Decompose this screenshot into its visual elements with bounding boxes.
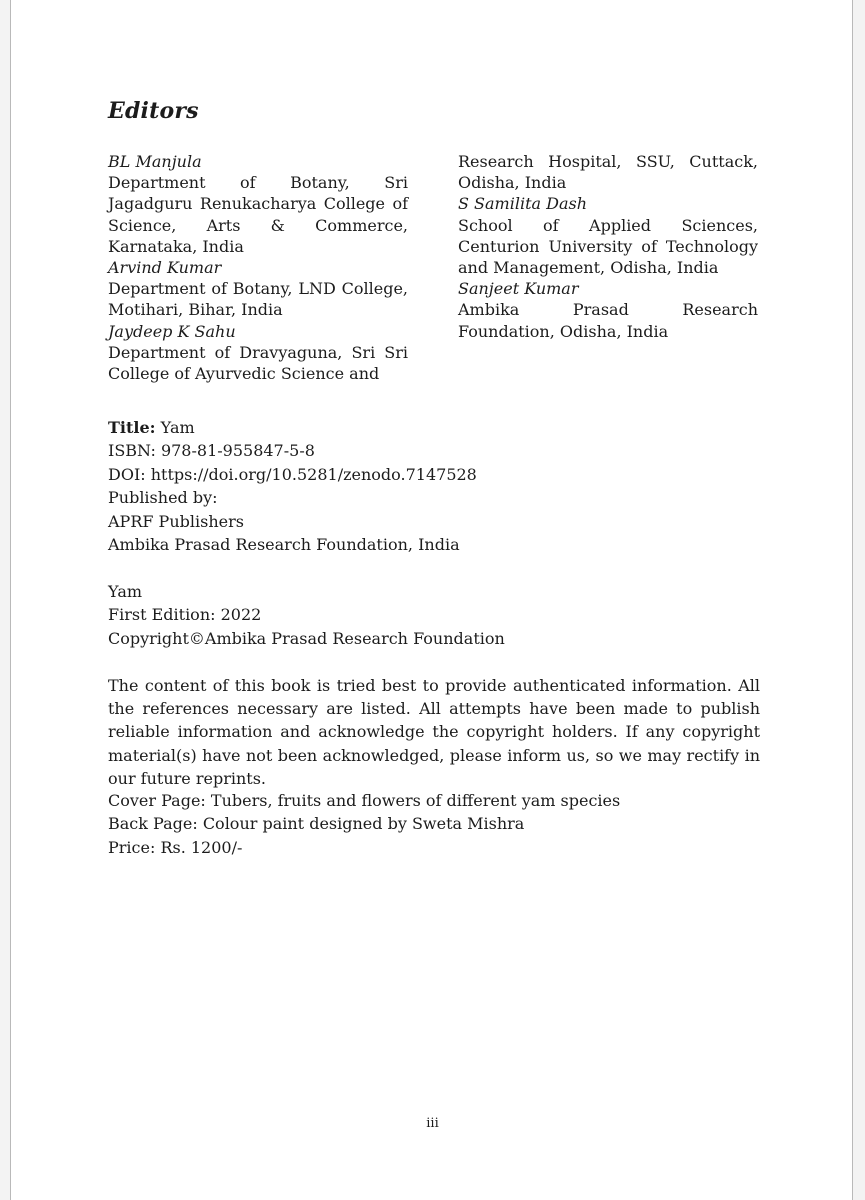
published-by-line: Published by: (108, 488, 218, 508)
editor-name: Arvind Kumar (108, 258, 222, 278)
first-edition-line: First Edition: 2022 (108, 605, 262, 625)
isbn-line: ISBN: 978-81-955847-5-8 (108, 441, 315, 461)
editors-heading: Editors (108, 98, 199, 124)
editor-affiliation: Department of Dravyaguna, Sri Sri College of Ayurvedic Science and (108, 342, 408, 384)
doi-line: DOI: https://doi.org/10.5281/zenodo.7147528 (108, 464, 477, 484)
title-label: Title: (108, 418, 156, 437)
editor-affiliation: School of Applied Sciences, Centurion University of Technology and Management, Odisha, India (458, 215, 758, 278)
editor-affiliation: Department of Botany, LND College, Motihari, Bihar, India (108, 279, 408, 320)
title-line (108, 416, 760, 439)
editor-affiliation: Department of Botany, Sri Jagadguru Renukacharya College of Science, Arts & Commerce, Karnataka, India (108, 173, 408, 256)
editors-right-column (458, 151, 758, 342)
page-number: iii (426, 1116, 439, 1131)
editor-name: S Samilita Dash (458, 194, 588, 214)
title-value: Yam (160, 418, 195, 437)
back-page-line: Back Page: Colour paint designed by Sweta Mishra (108, 814, 525, 834)
publisher-line: APRF Publishers (108, 511, 244, 531)
cover-page-line: Cover Page: Tubers, fruits and flowers of different yam species (108, 791, 621, 810)
editor-name: BL Manjula (108, 152, 202, 171)
price-line: Price: Rs. 1200/- (108, 837, 243, 857)
edition-details (108, 580, 760, 650)
editor-name: Sanjeet Kumar (458, 279, 579, 299)
editor-name: Jaydeep K Sahu (108, 321, 236, 341)
book-name-line: Yam (108, 582, 143, 601)
disclaimer-paragraph: The content of this book is tried best to provide authenticated information. All the references necessary are listed. All attempts have been made to publish reliable information and acknowledge the copyright holders. If any copyright material(s) have not been acknowledged, please inform us, so we may rectify in our future reprints. (108, 676, 760, 788)
credits (108, 789, 760, 859)
copyright-line: Copyright©Ambika Prasad Research Foundation (108, 628, 505, 648)
editor-affiliation: Ambika Prasad Research Foundation, Odisha, India (458, 300, 758, 341)
foundation-line: Ambika Prasad Research Foundation, India (108, 535, 460, 555)
editor-affiliation-continued: Research Hospital, SSU, Cuttack, Odisha, India (458, 152, 758, 193)
editors-left-column (108, 151, 408, 384)
book-page (10, 0, 853, 1200)
publication-details (108, 416, 760, 556)
